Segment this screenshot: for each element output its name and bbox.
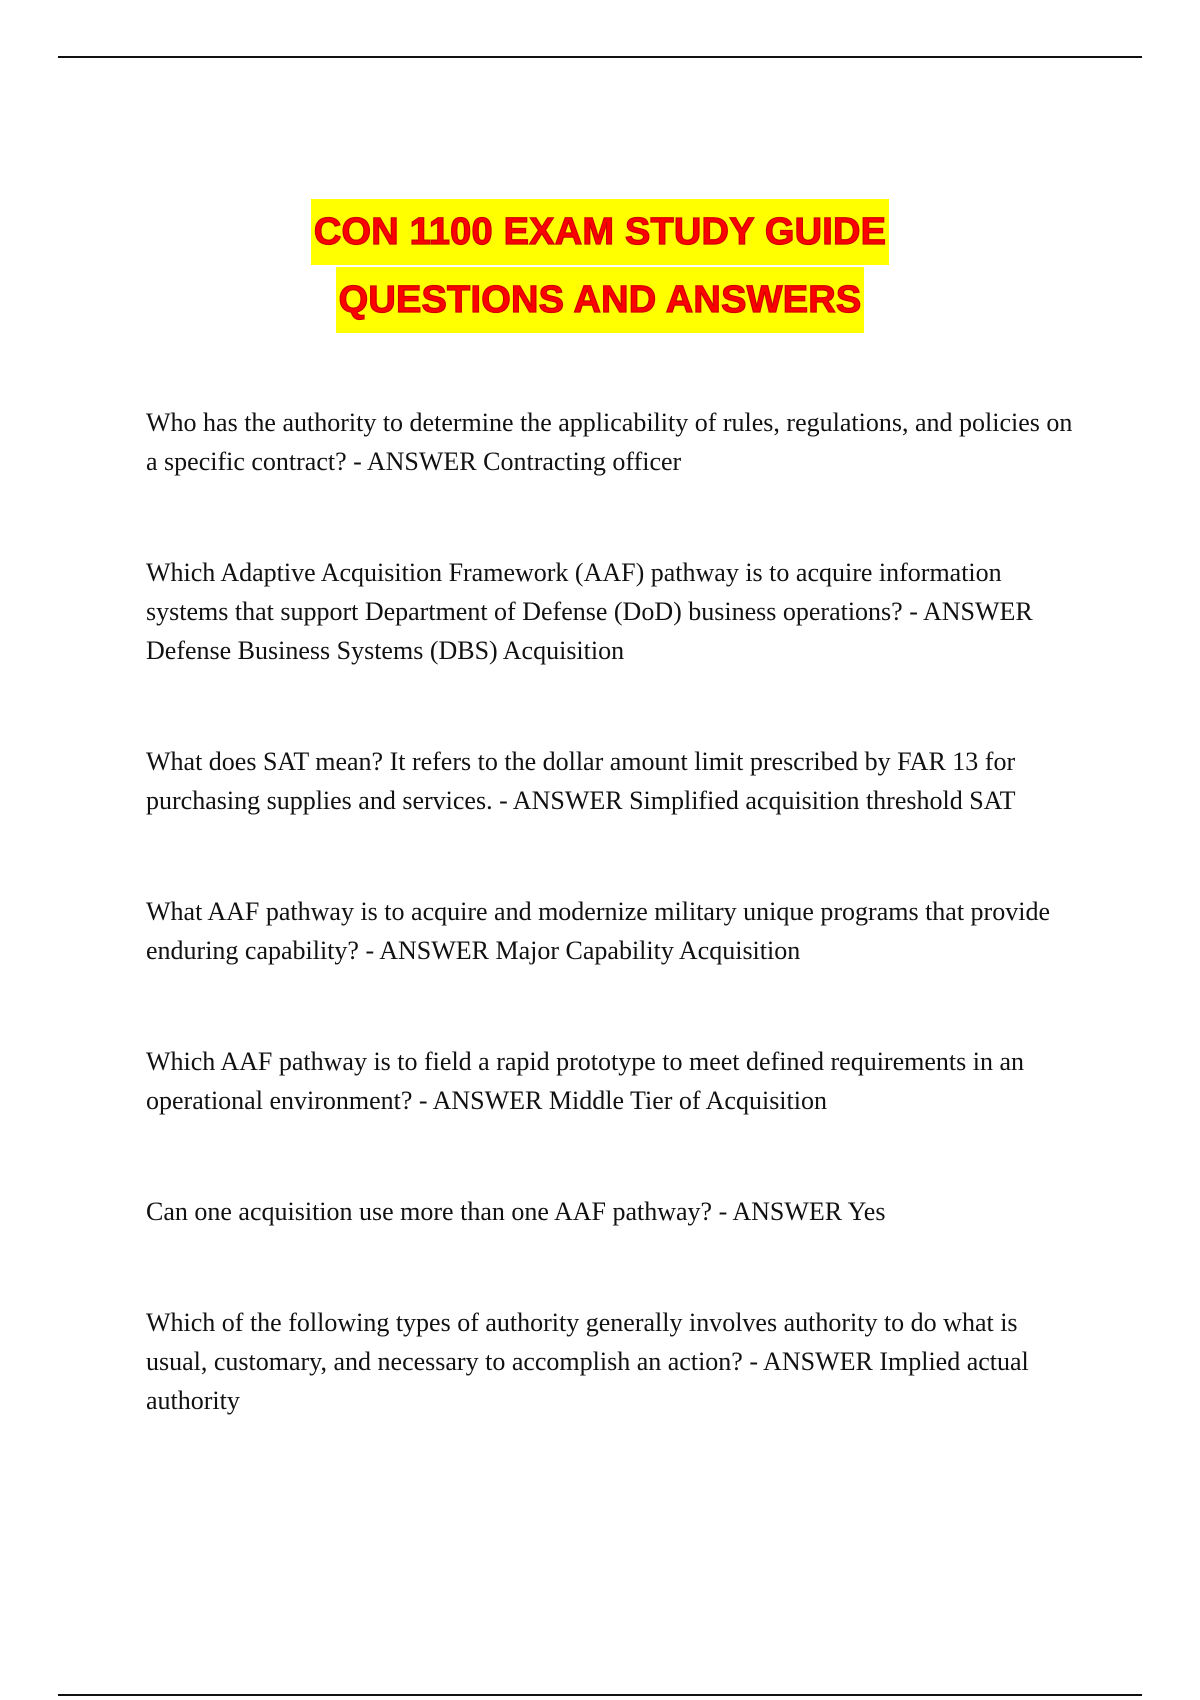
qa-item-5: Which AAF pathway is to field a rapid prototype to meet defined requirements in an operational environment? - ANSWER Middle Tier of Acquisition [146,1047,1024,1115]
document-title [0,198,1200,334]
qa-item-1: Who has the authority to determine the applicability of rules, regulations, and policies on a specific contract? - ANSWER Contracting officer [146,408,1073,476]
title-line-2: QUESTIONS AND ANSWERS [336,267,865,333]
qa-item-2: Which Adaptive Acquisition Framework (AAF) pathway is to acquire information systems that support Department of Defense (DoD) business operations? - ANSWER Defense Business Systems (DBS) Acquisition [146,558,1033,665]
qa-item-7: Which of the following types of authority generally involves authority to do what is usual, customary, and necessary to accomplish an action? - ANSWER Implied actual authority [146,1308,1029,1415]
qa-item-6: Can one acquisition use more than one AAF pathway? - ANSWER Yes [146,1197,886,1226]
qa-item-3: What does SAT mean? It refers to the dollar amount limit prescribed by FAR 13 for purchasing supplies and services. - ANSWER Simplified acquisition threshold SAT [146,747,1016,815]
title-line-1: CON 1100 EXAM STUDY GUIDE [311,199,889,265]
qa-list [146,403,1076,1420]
bottom-divider [58,1694,1142,1696]
top-divider [58,56,1142,58]
qa-item-4: What AAF pathway is to acquire and modernize military unique programs that provide enduring capability? - ANSWER Major Capability Acquisition [146,897,1050,965]
